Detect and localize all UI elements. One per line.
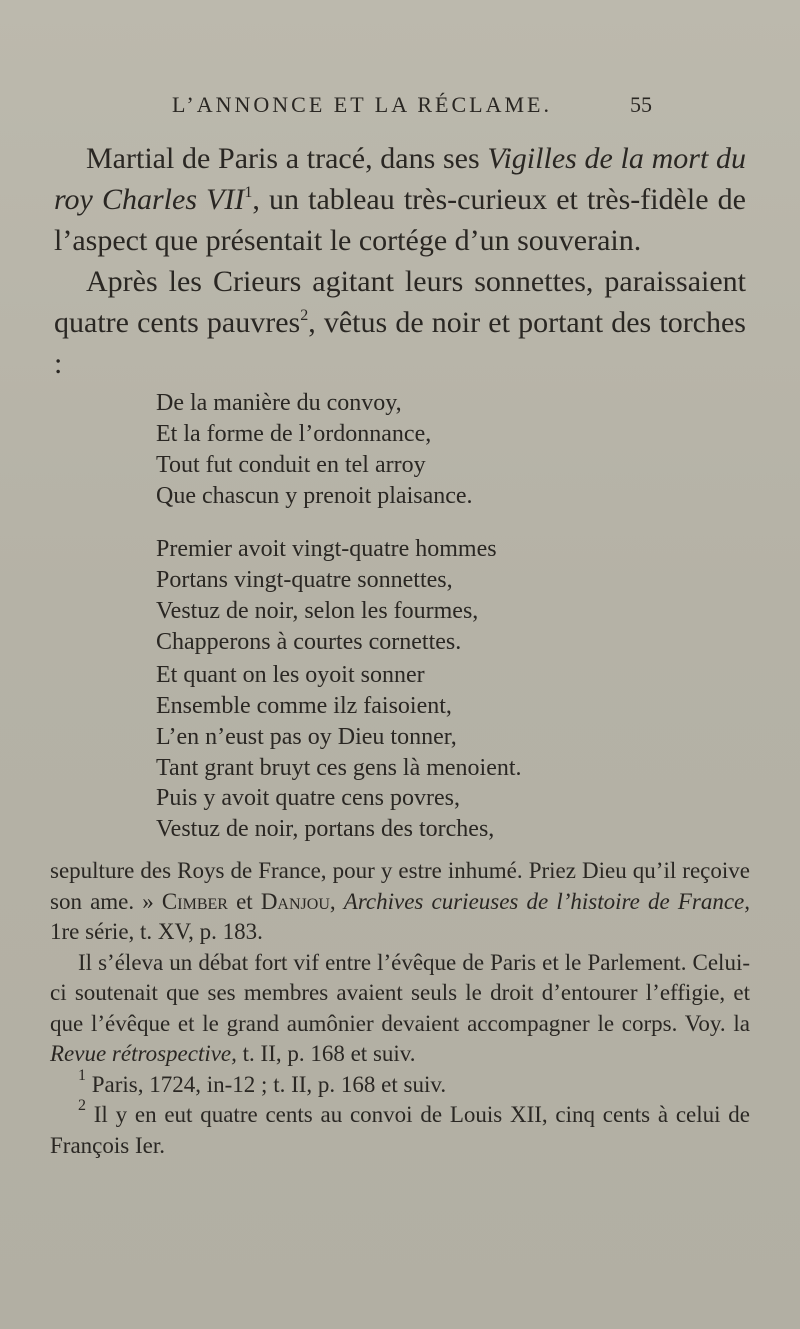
verse-line: Premier avoit vingt-quatre hommes — [156, 536, 497, 562]
footnote-text: Paris, 1724, in-12 ; t. II, p. 168 et suiv. — [86, 1071, 447, 1097]
verse-line: Puis y avoit quatre cens povres, — [156, 785, 460, 811]
footnotes — [50, 856, 750, 1161]
verse-line: Ensemble comme ilz faisoient, — [156, 693, 452, 719]
text-run: 1re série, t. XV, p. 183. — [50, 919, 263, 944]
verse-line: Que chascun y prenoit plaisance. — [156, 483, 473, 509]
running-header — [172, 92, 652, 118]
author-name: Cimber — [161, 888, 228, 914]
text-run: , un tableau très-curieux et très-fidèle de l’aspect que présentait le cortége d’un souverain. — [54, 183, 746, 257]
footnote-ref-2: 2 — [300, 307, 309, 324]
verse-line: De la manière du convoy, — [156, 390, 402, 416]
footnote-ref-1: 1 — [244, 184, 253, 201]
text-run: et — [227, 888, 261, 914]
verse-line: Et quant on les oyoit sonner — [156, 662, 425, 688]
running-title: L’ANNONCE ET LA RÉCLAME. — [172, 92, 552, 117]
footnote-text: Il y en eut quatre cents au convoi de Louis XII, cinq cents à celui de François Ier. — [50, 1102, 750, 1158]
verse-line: L’en n’eust pas oy Dieu tonner, — [156, 724, 457, 750]
verse-line: Vestuz de noir, selon les fourmes, — [156, 598, 479, 624]
stanza-4 — [156, 783, 716, 845]
footnote-1 — [50, 1066, 750, 1101]
text-run: Il s’éleva un débat fort vif entre l’évêque de Paris et le Parlement. Celui-ci soutenait que ses membres avaient seuls le droit d’entourer l’effigie, et que l’évêque et le grand aumônier devaient accompagner le corps. Voy. la — [50, 949, 750, 1036]
paragraph-crieurs — [54, 261, 746, 384]
stanza-2 — [156, 534, 716, 658]
text-run: Martial de Paris a tracé, dans ses — [86, 142, 488, 175]
text-run: sepulture des Roys de France, pour y estre inhumé. Priez Dieu qu’il reçoive son ame. » — [50, 858, 750, 914]
verse-line: Et la forme de l’ordonnance, — [156, 421, 432, 447]
verse-line: Tant grant bruyt ces gens là menoient. — [156, 755, 522, 781]
footnote-mark: 1 — [78, 1066, 86, 1084]
verse-line: Tout fut conduit en tel arroy — [156, 452, 426, 478]
paragraph-martial — [54, 138, 746, 261]
verse-line: Portans vingt-quatre sonnettes, — [156, 567, 453, 593]
page-number: 55 — [630, 92, 652, 117]
footnote-continuation — [50, 856, 750, 948]
main-text — [54, 138, 746, 384]
stanza-1 — [156, 388, 716, 512]
stanza-3 — [156, 660, 716, 784]
work-title: Vigilles de la mort du roy Charles VII — [54, 142, 746, 216]
verse-line: Vestuz de noir, portans des torches, — [156, 816, 495, 842]
text-run: Après les Crieurs agitant leurs sonnettes, paraissaient quatre cents pauvres — [54, 265, 746, 339]
author-name: Danjou — [260, 888, 330, 914]
verse-line: Chapperons à courtes cornettes. — [156, 629, 462, 655]
work-title: Archives curieuses de l’histoire de France, — [343, 888, 750, 914]
work-title: Revue rétrospective, — [50, 1041, 237, 1066]
text-run: t. II, p. 168 et suiv. — [236, 1041, 416, 1066]
footnote-mark: 2 — [78, 1097, 86, 1114]
footnote-paragraph — [50, 948, 750, 1070]
text-run: , — [329, 888, 344, 914]
text-run: , vêtus de noir et portant des torches : — [54, 306, 746, 380]
footnote-2 — [50, 1097, 750, 1161]
